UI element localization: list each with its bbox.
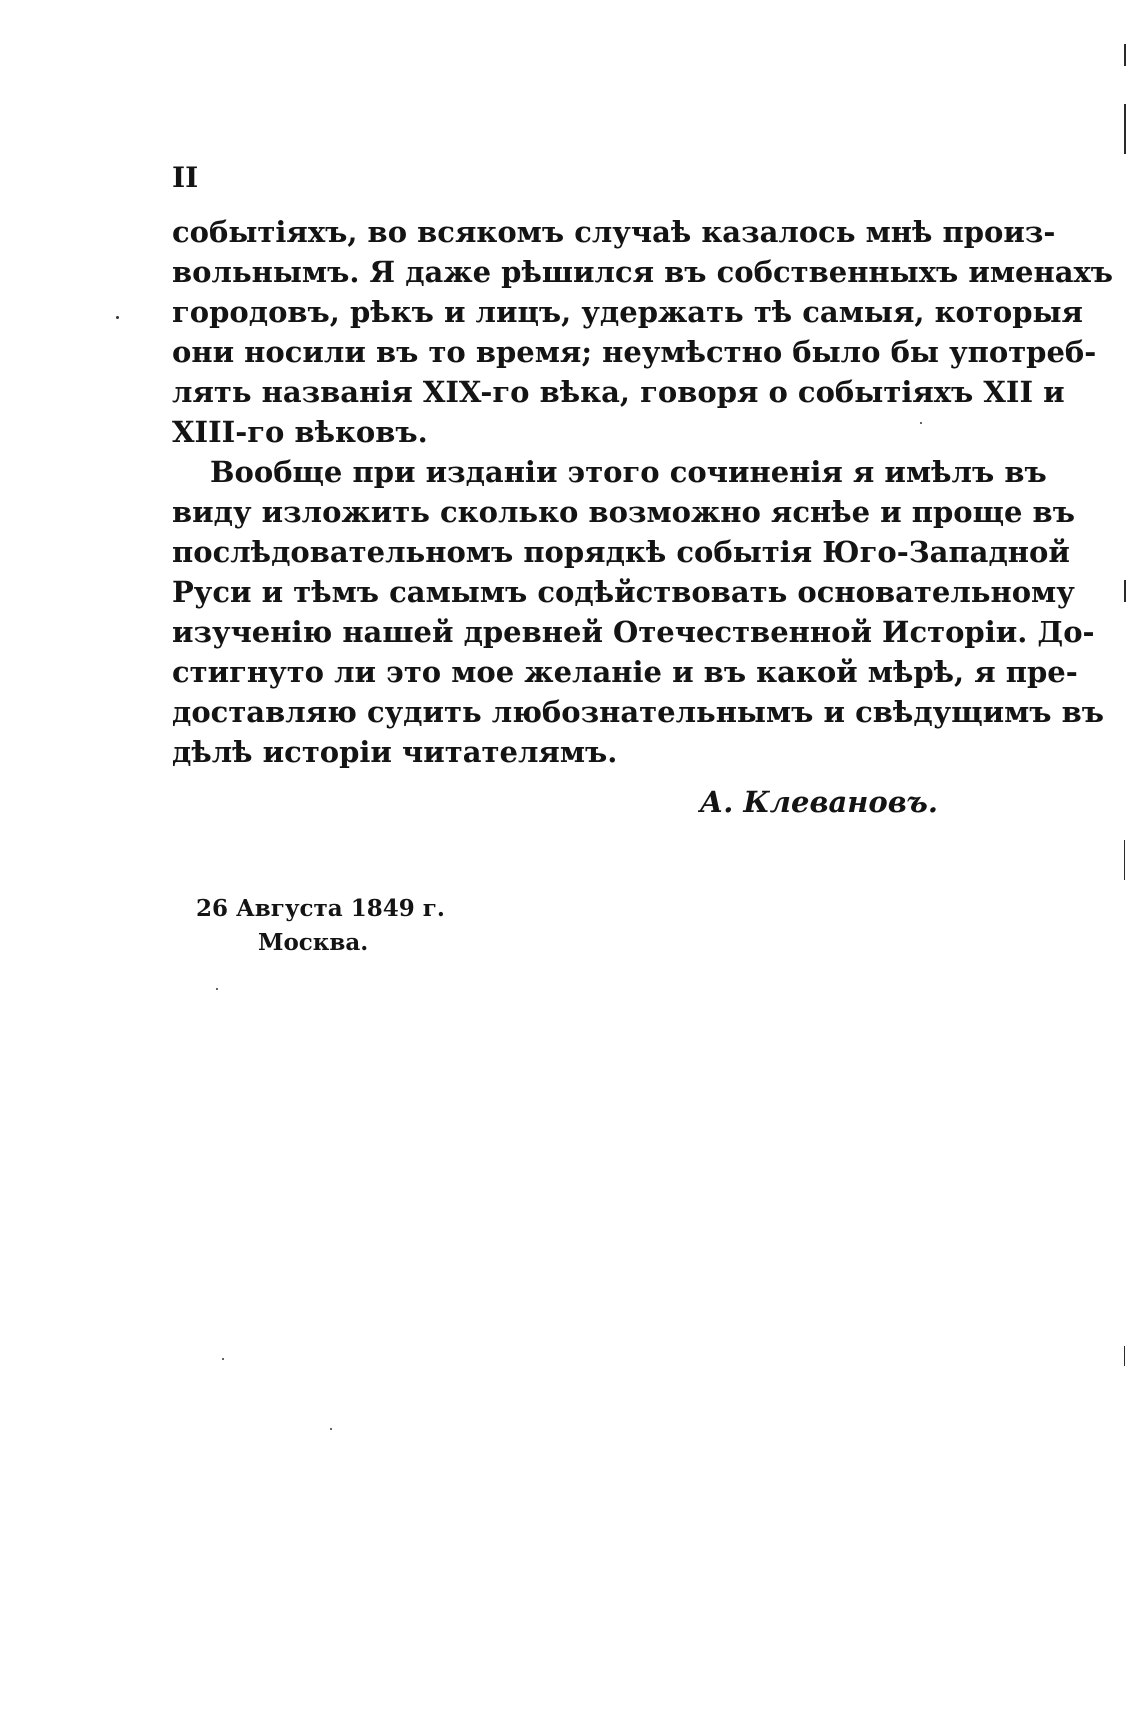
scan-speck [216,988,218,990]
body-text [172,212,1114,772]
scan-speck [920,422,922,424]
text-line: изученію нашей древней Отечественной Исторіи. До- [172,615,1095,649]
scan-edge-mark [1124,840,1125,880]
page-number: II [172,161,199,194]
text-line: событіяхъ, во всякомъ случаѣ казалось мнѣ произ- [172,215,1056,249]
scan-speck [116,316,119,319]
scan-speck [222,1358,224,1360]
paragraph-start-line: Вообще при изданіи этого сочиненія я имѣлъ въ [210,455,1047,489]
text-line: вольнымъ. Я даже рѣшился въ собственныхъ именахъ [172,255,1114,289]
date-line: 26 Августа 1849 г. [196,895,445,922]
scan-edge-mark [1124,44,1126,66]
text-line: стигнуто ли это мое желаніе и въ какой мѣрѣ, я пре- [172,655,1078,689]
text-line: городовъ, рѣкъ и лицъ, удержать тѣ самыя, которыя [172,295,1083,329]
scan-edge-mark [1124,104,1126,154]
text-line: виду изложить сколько возможно яснѣе и проще въ [172,495,1075,529]
author-signature: А. Клевановъ. [699,785,938,819]
scan-edge-mark [1124,580,1126,602]
text-line: лять названія XIX-го вѣка, говоря о событіяхъ XII и [172,375,1065,409]
text-line: XIII-го вѣковъ. [172,415,428,449]
scan-speck [330,1428,332,1430]
text-line: они носили въ то время; неумѣстно было бы употреб- [172,335,1097,369]
text-line: послѣдовательномъ порядкѣ событія Юго-Западной [172,535,1070,569]
text-line: доставляю судить любознательнымъ и свѣдущимъ въ [172,695,1105,729]
text-line: дѣлѣ исторіи читателямъ. [172,735,618,769]
text-line: Руси и тѣмъ самымъ содѣйствовать основательному [172,575,1075,609]
scan-edge-mark [1124,1346,1125,1366]
place-line: Москва. [258,929,369,956]
